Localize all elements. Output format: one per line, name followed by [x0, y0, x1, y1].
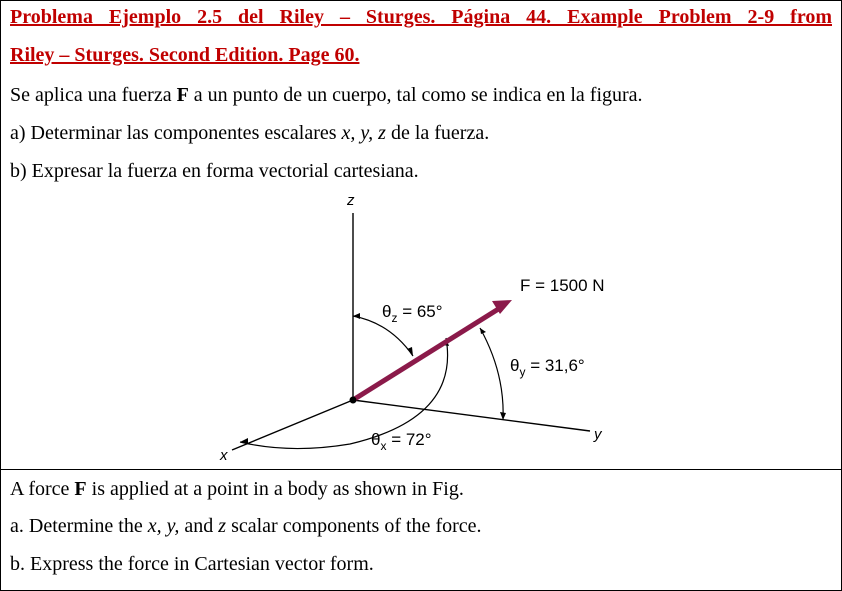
x-axis-label: x — [220, 447, 228, 464]
theta-y-arc — [480, 328, 503, 420]
text-span: a. Determine the — [10, 515, 148, 537]
text-span: scalar components of the force. — [226, 515, 482, 537]
text-span: de la fuerza. — [385, 122, 490, 144]
force-symbol: F — [176, 84, 189, 106]
spanish-part-a — [10, 121, 489, 145]
theta-z-label — [382, 302, 443, 325]
force-vector — [353, 308, 500, 400]
theta-value: = 31,6° — [525, 356, 585, 375]
force-label: F = 1500 N — [520, 276, 605, 295]
theta-y-label — [510, 356, 585, 379]
theta-symbol: θ — [510, 356, 520, 375]
y-axis-label: y — [594, 426, 602, 443]
variable: z — [218, 515, 227, 537]
text-span: a un punto de un cuerpo, tal como se indica en la figura. — [188, 84, 643, 106]
theta-subscript: y — [519, 365, 526, 379]
theta-symbol: θ — [371, 430, 381, 449]
theta-value: = 72° — [386, 430, 432, 449]
force-diagram — [210, 188, 640, 468]
theta-z-arc — [353, 316, 413, 356]
variables: x, y, z — [341, 122, 386, 144]
variables: x, y, — [147, 515, 180, 537]
z-axis-label: z — [347, 192, 355, 209]
theta-x-label — [371, 430, 432, 453]
y-axis — [353, 400, 590, 431]
english-part-b: b. Express the force in Cartesian vector form. — [10, 553, 374, 575]
theta-subscript: x — [380, 439, 387, 453]
x-axis — [232, 400, 353, 450]
arrowhead — [353, 313, 360, 319]
problem-title-line2: Riley – Sturges. Second Edition. Page 60. — [10, 44, 360, 66]
problem-title-line1: Problema Ejemplo 2.5 del Riley – Sturges. Página 44. Example Problem 2-9 from — [10, 6, 832, 28]
text-span: A force — [10, 478, 75, 500]
english-statement — [10, 477, 464, 501]
text-span: and — [179, 515, 219, 537]
origin-point — [350, 397, 357, 404]
spanish-statement — [10, 83, 643, 107]
spanish-part-b: b) Expresar la fuerza en forma vectorial cartesiana. — [10, 160, 419, 182]
text-span: Se aplica una fuerza — [10, 84, 177, 106]
force-symbol: F — [74, 478, 87, 500]
theta-symbol: θ — [382, 302, 392, 321]
theta-subscript: z — [391, 311, 398, 325]
text-span: a) Determinar las componentes escalares — [10, 122, 342, 144]
english-part-a — [10, 514, 482, 538]
text-span: is applied at a point in a body as shown in Fig. — [86, 478, 464, 500]
section-divider — [0, 469, 842, 470]
arrowhead — [480, 328, 486, 334]
theta-value: = 65° — [397, 302, 443, 321]
